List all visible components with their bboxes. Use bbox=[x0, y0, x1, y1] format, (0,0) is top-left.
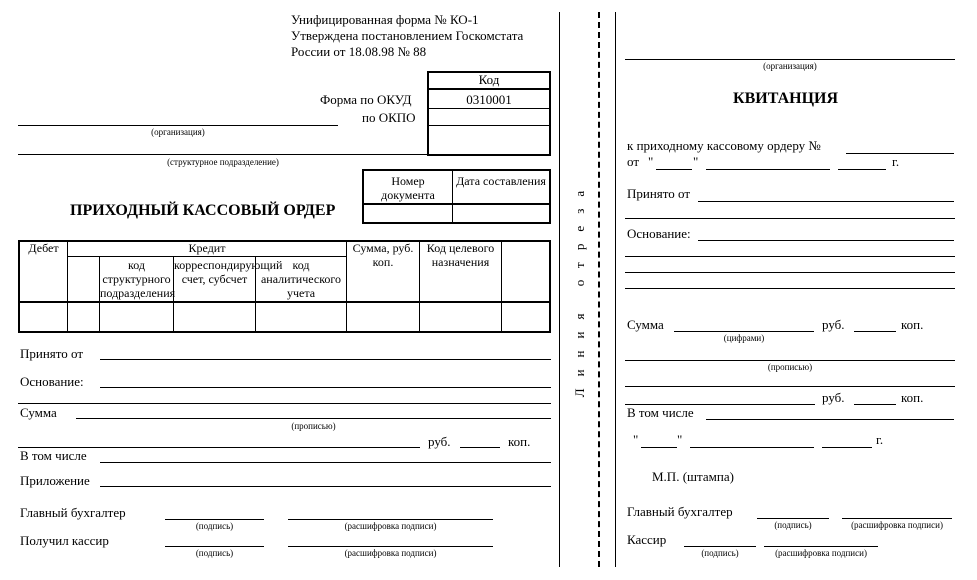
receipt-digits-caption: (цифрами) bbox=[723, 333, 765, 343]
cell-analytic[interactable] bbox=[256, 303, 345, 331]
chief-decoding-line[interactable] bbox=[288, 519, 493, 520]
receipt-kop-label: коп. bbox=[901, 317, 924, 332]
code-divider bbox=[427, 108, 551, 109]
including-line[interactable] bbox=[100, 462, 551, 463]
cut-line-label: Линия отреза bbox=[572, 178, 587, 398]
receipt-quote-open: " bbox=[648, 154, 654, 169]
subdivision-caption: (структурное подразделение) bbox=[167, 157, 279, 167]
table-divider bbox=[67, 256, 346, 257]
basis-line[interactable] bbox=[100, 387, 551, 388]
basis-label: Основание: bbox=[20, 374, 84, 389]
signature-decoding-caption: (расшифровка подписи) bbox=[344, 521, 437, 531]
kop-field[interactable] bbox=[460, 447, 500, 448]
chief-signature-line[interactable] bbox=[165, 519, 264, 520]
receipt-sum-digits-line[interactable] bbox=[674, 331, 814, 332]
cell-sum[interactable] bbox=[347, 303, 418, 331]
okud-label: Форма по ОКУД bbox=[320, 92, 412, 107]
receipt-basis-line-2[interactable] bbox=[625, 256, 955, 257]
sum-line[interactable] bbox=[76, 418, 551, 419]
cell-debit[interactable] bbox=[20, 303, 66, 331]
form-header-line1: Унифицированная форма № КО-1 bbox=[291, 12, 479, 27]
receipt-year-label: г. bbox=[892, 154, 900, 169]
cut-border-right bbox=[615, 12, 616, 567]
code-divider bbox=[427, 125, 551, 126]
receipt-from-label: от bbox=[627, 154, 640, 169]
okud-value[interactable]: 0310001 bbox=[466, 92, 512, 107]
receipt-day-line[interactable] bbox=[656, 169, 692, 170]
receipt-organization-caption: (организация) bbox=[763, 61, 817, 71]
cut-dashed-line bbox=[598, 12, 600, 567]
col-purpose: Код целевого назначения bbox=[426, 241, 495, 269]
receipt-basis-label: Основание: bbox=[627, 226, 691, 241]
signature-caption: (подпись) bbox=[195, 548, 234, 558]
receipt-signature-caption: (подпись) bbox=[774, 520, 812, 530]
receipt-year-label-2: г. bbox=[876, 432, 884, 447]
receipt-kop-field[interactable] bbox=[854, 331, 896, 332]
cell-corr[interactable] bbox=[174, 303, 254, 331]
organization-caption: (организация) bbox=[151, 127, 205, 137]
okpo-label: по ОКПО bbox=[362, 110, 416, 125]
receipt-including-line[interactable] bbox=[706, 419, 954, 420]
receipt-rub-label: руб. bbox=[822, 317, 845, 332]
receipt-basis-line-3[interactable] bbox=[625, 272, 955, 273]
received-from-label: Принято от bbox=[20, 346, 84, 361]
receipt-stamp-label: М.П. (штампа) bbox=[652, 469, 734, 484]
receipt-rub-label-2: руб. bbox=[822, 390, 845, 405]
cashier-signature-line[interactable] bbox=[165, 546, 264, 547]
basis-line-2[interactable] bbox=[18, 403, 551, 404]
receipt-including-label: В том числе bbox=[627, 405, 694, 420]
receipt-basis-line[interactable] bbox=[698, 240, 954, 241]
form-header-line2: Утверждена постановлением Госкомстата bbox=[291, 28, 524, 43]
receipt-words-caption: (прописью) bbox=[767, 362, 813, 372]
okpo-field[interactable] bbox=[430, 110, 548, 125]
receipt-day-line-2[interactable] bbox=[641, 447, 677, 448]
received-from-line[interactable] bbox=[100, 359, 551, 360]
col-credit: Кредит bbox=[188, 241, 226, 255]
signature-decoding-caption: (расшифровка подписи) bbox=[344, 548, 437, 558]
cell-struct[interactable] bbox=[100, 303, 172, 331]
receipt-kop-label-2: коп. bbox=[901, 390, 924, 405]
col-sum: Сумма, руб. коп. bbox=[352, 241, 414, 269]
order-title: ПРИХОДНЫЙ КАССОВЫЙ ОРДЕР bbox=[70, 202, 336, 219]
col-struct: код структурного подразделения bbox=[100, 258, 176, 300]
receipt-cashier-decoding-line[interactable] bbox=[764, 546, 878, 547]
attachment-line[interactable] bbox=[100, 486, 551, 487]
receipt-sum-words-line-2[interactable] bbox=[625, 386, 955, 387]
col-debit: Дебет bbox=[28, 241, 59, 255]
table-divider bbox=[501, 240, 502, 333]
chief-accountant-label: Главный бухгалтер bbox=[20, 505, 126, 520]
cell-blank[interactable] bbox=[68, 303, 98, 331]
receipt-sum-label: Сумма bbox=[627, 317, 664, 332]
rub-label: руб. bbox=[428, 434, 451, 449]
receipt-to-order-label: к приходному кассовому ордеру № bbox=[627, 138, 821, 153]
attachment-label: Приложение bbox=[20, 473, 90, 488]
receipt-month-line-2[interactable] bbox=[690, 447, 814, 448]
col-analytic: код аналитического учета bbox=[260, 258, 342, 300]
receipt-signature-caption: (подпись) bbox=[701, 548, 739, 558]
receipt-quote-close: " bbox=[693, 154, 699, 169]
receipt-quote-open-2: " bbox=[633, 432, 639, 447]
receipt-sum-words-line[interactable] bbox=[625, 360, 955, 361]
receipt-kop-field-2[interactable] bbox=[854, 404, 896, 405]
doc-date-field[interactable] bbox=[453, 205, 549, 222]
receipt-basis-line-4[interactable] bbox=[625, 288, 955, 289]
col-corr: корреспондирующий счет, субсчет bbox=[174, 258, 283, 286]
receipt-cashier-signature-line[interactable] bbox=[684, 546, 756, 547]
receipt-cashier-label: Кассир bbox=[627, 532, 667, 547]
sum-label: Сумма bbox=[20, 405, 57, 420]
receipt-chief-decoding-line[interactable] bbox=[842, 518, 952, 519]
cashier-decoding-line[interactable] bbox=[288, 546, 493, 547]
subdivision-line[interactable] bbox=[18, 154, 428, 155]
receipt-chief-signature-line[interactable] bbox=[757, 518, 829, 519]
including-label: В том числе bbox=[20, 448, 87, 463]
receipt-month-line[interactable] bbox=[706, 169, 830, 170]
receipt-organization-line[interactable] bbox=[625, 59, 955, 60]
cut-border-left bbox=[559, 12, 560, 567]
doc-number-header: Номер документа bbox=[381, 174, 435, 202]
receipt-received-from-line[interactable] bbox=[698, 201, 954, 202]
receipt-title: КВИТАНЦИЯ bbox=[733, 90, 839, 107]
organization-line[interactable] bbox=[18, 125, 338, 126]
code-header: Код bbox=[478, 72, 500, 87]
code-divider bbox=[427, 88, 551, 90]
doc-number-field[interactable] bbox=[364, 205, 451, 222]
receipt-received-from-label: Принято от bbox=[627, 186, 691, 201]
cashier-received-label: Получил кассир bbox=[20, 533, 109, 548]
signature-caption: (подпись) bbox=[195, 521, 234, 531]
receipt-decoding-caption: (расшифровка подписи) bbox=[851, 520, 943, 530]
receipt-decoding-caption: (расшифровка подписи) bbox=[775, 548, 867, 558]
doc-date-header: Дата составления bbox=[456, 174, 546, 188]
receipt-year-line-2[interactable] bbox=[822, 447, 872, 448]
cell-purpose[interactable] bbox=[420, 303, 500, 331]
receipt-received-from-line-2[interactable] bbox=[625, 218, 955, 219]
sum-caption: (прописью) bbox=[291, 421, 336, 431]
receipt-chief-accountant-label: Главный бухгалтер bbox=[627, 504, 733, 519]
receipt-order-number-line[interactable] bbox=[846, 153, 954, 154]
receipt-year-line[interactable] bbox=[838, 169, 886, 170]
kop-label: коп. bbox=[508, 434, 531, 449]
form-header-line3: России от 18.08.98 № 88 bbox=[291, 44, 427, 59]
receipt-quote-close-2: " bbox=[677, 432, 683, 447]
